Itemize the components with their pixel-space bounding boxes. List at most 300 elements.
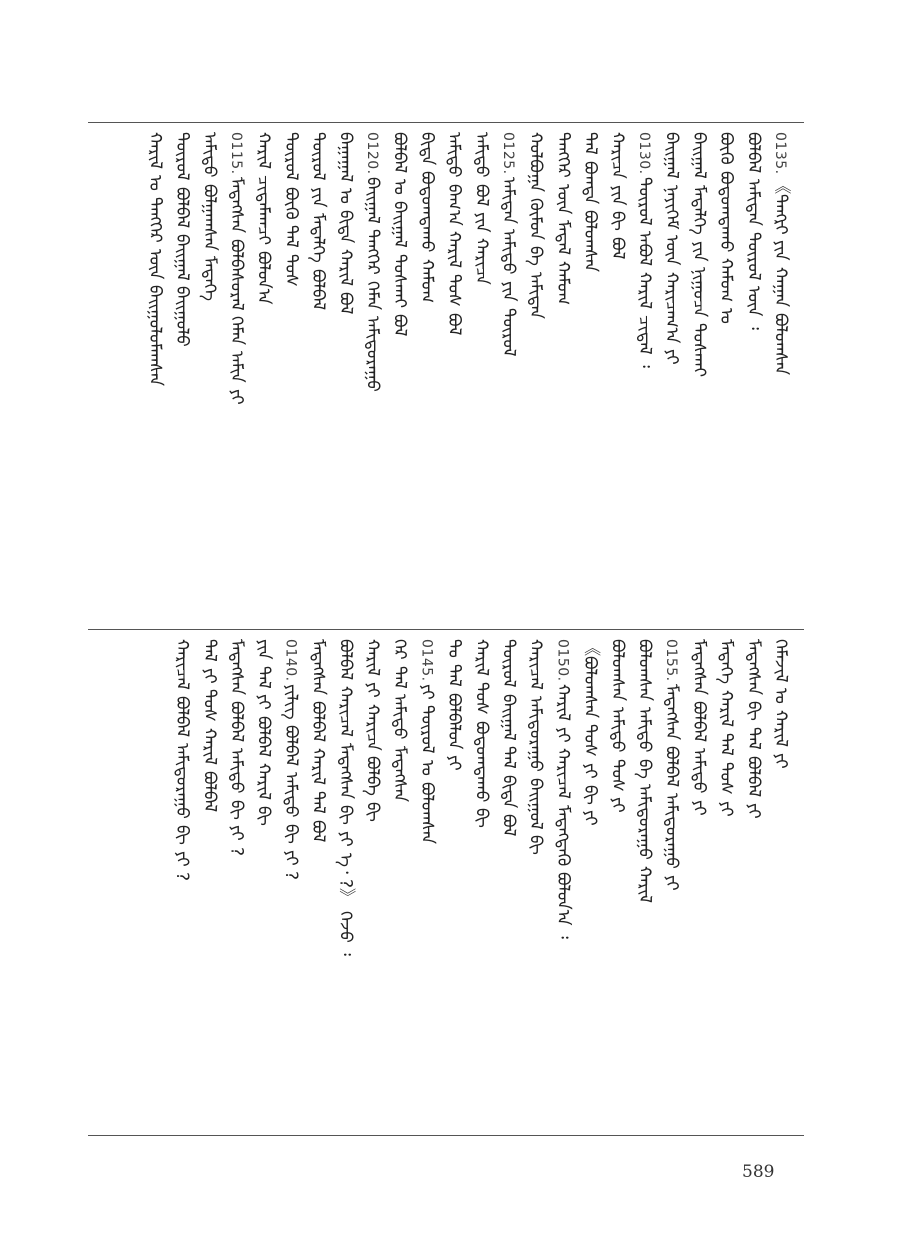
column-words	[471, 132, 492, 286]
text-column	[195, 639, 223, 1129]
word: ᠬᠠᠷᠢᠯ	[634, 866, 655, 904]
word: ᠮᠡᠳᠡᠭᠰᠡᠨ	[661, 683, 682, 740]
text-column	[494, 132, 522, 622]
column-words	[444, 132, 465, 336]
word: ᠤ	[416, 759, 437, 776]
word: ᠶᠢ	[416, 683, 437, 700]
word: ᠮᠡᠳᠡᠭᠰᠡᠨ	[743, 639, 764, 696]
text-column	[712, 639, 740, 1129]
column-words	[527, 132, 544, 319]
word: ᠮᠡᠳᠡᠯᠭᠡ	[688, 184, 709, 235]
word: ᠲᠤᠰ	[580, 724, 601, 757]
column-words	[607, 639, 628, 814]
word: ᠲᠦᠷᠦᠯ	[498, 639, 519, 688]
text-column	[657, 132, 685, 622]
text-column	[412, 132, 440, 622]
column-words	[663, 684, 680, 891]
word: ᠪᠣᠯᠪᠠᠰᠤᠷᠠᠯ	[226, 238, 247, 311]
word: 《ᠪᠣᠯᠤᠭᠰᠠᠨ	[580, 639, 601, 719]
column-words	[335, 639, 356, 957]
word: ᠲᠠᠯ	[743, 726, 764, 750]
word: ᠬᠠᠷᠢᠯ	[634, 272, 655, 310]
word: ᠪᠠᠢᠭᠠᠯ	[362, 176, 383, 224]
text-column	[276, 132, 304, 622]
word: ᠶᠢ	[444, 755, 465, 771]
word: ᠠᠮᠢᠲᠠᠨ	[743, 179, 764, 226]
word: ᠲᠤᠰ	[471, 682, 492, 715]
word: ᠠᠮᠢᠳᠤᠷᠠᠭᠤ	[634, 784, 655, 861]
column-words	[308, 639, 329, 843]
column-words	[743, 132, 764, 330]
column-words	[255, 132, 272, 305]
word: ᠬᠠᠷᠢᠯ	[716, 689, 737, 727]
text-column	[168, 639, 196, 1129]
word: ᠶᠢᠨ	[308, 186, 329, 208]
column-words	[199, 639, 220, 813]
word: ᠬᠠᠷᠢᠯ	[144, 132, 165, 170]
word: ᠬᠠᠷᠢᠯ	[552, 683, 573, 721]
text-column	[358, 639, 386, 1129]
word: ᠪᠣᠯᠪᠠᠯ	[743, 755, 764, 797]
word: ᠬᠠᠷᠢᠴᠠᠭ᠎ᠠ	[661, 271, 682, 344]
word: ᠬᠠᠷᠢᠯ	[199, 728, 220, 766]
word: ᠠᠮᠢᠲᠠᠨ	[525, 271, 546, 319]
word: ᠤ	[770, 688, 791, 705]
word: ᠶᠢ	[688, 799, 709, 816]
column-words	[391, 132, 408, 336]
word: ᠪᠣᠯᠪᠠᠯ	[389, 132, 410, 174]
word: ᠮᠡᠳᠡᠯᠭᠡ	[308, 213, 329, 263]
column-words	[772, 177, 789, 375]
word: ᠶᠢ	[661, 874, 682, 891]
text-column	[222, 132, 250, 622]
word: ᠪᠢ	[226, 799, 247, 820]
word: ᠪᠠᠭ᠎ᠠ	[444, 183, 465, 226]
word: ᠶᠢ	[253, 694, 274, 710]
word: ᠪᠣᠯᠪᠠᠯᠤᠨ	[444, 692, 465, 750]
text-column	[603, 639, 631, 1129]
word: ᠮᠡᠳᠡᠭᠰᠡᠨ	[308, 639, 329, 696]
word: ᠠᠮᠢᠳᠤ	[634, 707, 655, 753]
word: ᠲᠤᠰ	[444, 274, 465, 308]
word: ᠪᠢ	[280, 823, 301, 844]
column-words	[228, 639, 245, 856]
text-column	[521, 639, 549, 1129]
text-column	[140, 132, 168, 622]
text-column	[739, 132, 767, 622]
column-words	[391, 639, 408, 802]
word: ᠄	[552, 931, 573, 939]
word: ᠠᠮᠢᠨ	[226, 351, 247, 383]
word: ᠠᠮᠢᠳᠤ	[688, 748, 709, 794]
word: ᠬᠠᠭᠠᠨ	[770, 266, 791, 307]
word: ᠴᠢᠳᠠᠮᠠᠭᠴᠢ	[253, 175, 274, 246]
word: ᠶᠢ	[362, 682, 383, 698]
word: ᠪᠣᠯᠭᠠᠭᠰᠠᠨ	[199, 183, 220, 251]
word: ?	[172, 872, 193, 882]
text-column	[331, 132, 359, 622]
word: ᠤ	[389, 179, 410, 195]
word: ᠶᠢ	[580, 810, 601, 827]
word: ᠪᠣᠯᠪᠠᠯ	[172, 186, 193, 228]
column-words	[308, 132, 329, 311]
word: ᠪᠢᠳᠡ	[416, 132, 437, 166]
word: ᠲᠠᠯ	[498, 746, 519, 770]
word: ᠪᠠ	[525, 245, 546, 266]
column-words	[444, 639, 465, 771]
text-column	[222, 639, 250, 1129]
word: ᠬᠠᠷᠢᠯ	[362, 639, 383, 677]
word: ᠬᠡᠮᠡᠨ	[226, 316, 247, 346]
word: ᠶᠢ	[552, 726, 573, 743]
column-words	[418, 684, 435, 844]
text-column	[467, 639, 495, 1129]
word: ᠮᠡᠳᠡᠭᠡ	[199, 256, 220, 302]
word: ᠪᠣᠯᠤᠨ᠎ᠠ	[552, 872, 573, 926]
word: ᠄	[634, 360, 655, 368]
word: ᠲᠤᠰ	[199, 689, 220, 723]
word: ᠮᠡᠳᠡᠭᠰᠡᠨ	[226, 176, 247, 233]
word: ᠬᠠᠷᠢᠯ	[308, 748, 329, 786]
text-column	[712, 132, 740, 622]
word: ᠄	[335, 949, 356, 957]
column-words	[690, 132, 707, 377]
word: ᠬᠠᠮᠤᠭ	[552, 261, 573, 306]
word: ᠠᠮᠢᠳᠤ	[607, 707, 628, 753]
word: ᠪᠠᠢᠭᠠᠯ	[688, 132, 709, 179]
text-column	[603, 132, 631, 622]
text-column	[766, 639, 794, 1129]
word: ᠲᠠᠯ	[308, 791, 329, 814]
word: ᠪᠢᠳᠡ	[335, 210, 356, 244]
word: ᠪᠠᠭᠠᠭᠠᠯ	[335, 132, 356, 183]
middle-rule	[88, 629, 804, 630]
word: ᠶᠢ	[226, 825, 247, 842]
word: ᠪᠣᠯᠤᠭᠰᠠᠨ	[770, 312, 791, 375]
text-column	[304, 639, 332, 1129]
column-words	[690, 639, 707, 815]
text-column	[168, 132, 196, 622]
word: ᠬᠠᠮᠤᠭ	[416, 258, 437, 303]
word: ᠲᠦᠷᠦᠯ	[416, 705, 437, 754]
text-column	[684, 639, 712, 1129]
word: ᠲᠦᠷᠦᠯ	[634, 176, 655, 226]
line-number: 0125.	[500, 132, 516, 175]
text-column	[440, 639, 468, 1129]
lower-text-block	[88, 639, 804, 1129]
line-number: 0145.	[418, 639, 435, 682]
word: ᠪᠣᠯ	[389, 313, 410, 337]
word: ᠮᠡᠳᠡᠭᠰᠡᠨ	[688, 639, 709, 696]
word: ᠮᠡᠳᠡᠭᠳᠡᠬᠦ	[552, 805, 573, 867]
word: ᠬᠠᠷᠢᠴᠠ	[471, 238, 492, 286]
word: ᠪᠣᠯ	[444, 313, 465, 336]
column-words	[636, 639, 653, 903]
word: ᠪᠣᠳᠣᠭᠳᠠᠬᠤ	[716, 170, 737, 253]
text-column	[276, 639, 304, 1129]
word: ᠪᠢ	[335, 804, 356, 825]
word: ᠶᠢ	[580, 762, 601, 779]
column-words	[554, 684, 571, 939]
word: ᠶᠢ	[226, 388, 247, 405]
word: ᠲᠦᠷᠦᠯ	[308, 132, 329, 181]
word: ᠬᠠᠷᠢᠴᠠ	[362, 703, 383, 751]
word: ᠪᠣᠯᠪᠠᠯ	[172, 695, 193, 737]
word: ᠪᠢᠳᠡ	[498, 775, 519, 809]
text-column	[467, 132, 495, 622]
word: ᠦᠨ	[661, 235, 682, 266]
word: ᠪᠣᠯᠪᠠᠯ	[308, 701, 329, 743]
word: ᠠᠮᠢᠳᠤᠷᠠᠭᠤ	[172, 742, 193, 819]
word: ᠬᠠᠷᠢᠯ	[471, 639, 492, 677]
word: ᠲᠤᠰ	[716, 761, 737, 795]
word: ?》	[335, 879, 356, 906]
word: ᠬᠠᠷᠢᠴᠠᠯ	[335, 686, 356, 737]
word: ᠪᠢ	[580, 784, 601, 805]
word: ᠪᠠ	[634, 758, 655, 779]
word: ᠲᠡᠩᠭᠡᠷ	[362, 229, 383, 276]
word: ᠬᠠᠷᠢᠯ	[770, 710, 791, 748]
column-words	[364, 639, 381, 822]
word: ᠤ	[144, 175, 165, 191]
word: ᠬᠠᠷᠢᠯ	[335, 249, 356, 287]
line-number: 0140.	[282, 639, 299, 682]
word: ᠠᠮᠢᠳᠤ	[498, 229, 519, 275]
word: ᠪᠣᠭᠳᠠ	[580, 160, 601, 204]
text-column	[684, 132, 712, 622]
word: ᠲᠤᠰᠬᠠᠢ	[389, 253, 410, 308]
word: ᠪᠣᠯ	[498, 814, 519, 837]
word: ᠲᠥᠷᠥᠯ	[498, 307, 519, 357]
word: ᠪᠣᠯᠤᠭᠰᠠᠨ	[634, 639, 655, 702]
text-column	[195, 132, 223, 622]
text-column	[304, 132, 332, 622]
line-number: 0115.	[228, 132, 244, 175]
column-words	[580, 132, 601, 272]
word: ᠪᠠᠢᠭᠤᠯᠤ	[172, 286, 193, 348]
word: ᠪᠣᠳᠣᠭᠳᠠᠬᠤ	[416, 171, 437, 253]
word: ᠪᠣᠯ	[308, 819, 329, 843]
word: ᠪᠣᠯᠪᠠᠯ	[280, 725, 301, 767]
word: ᠪᠣᠯᠤᠭᠰᠠᠨ	[607, 639, 628, 702]
column-words	[471, 639, 492, 829]
word: ᠪᠣᠯᠪᠠᠯ	[308, 268, 329, 311]
word: ᠪᠢ	[362, 802, 383, 823]
column-words	[172, 639, 193, 882]
word: ᠡ᠂	[335, 852, 356, 874]
word: 《ᠲᠡᠩᠷᠢ	[770, 176, 791, 235]
column-words	[607, 132, 628, 260]
word: ᠶᠢᠨ	[253, 639, 274, 660]
word: ᠶᠢᠨ	[607, 184, 628, 206]
word: ᠪᠣᠯᠪᠠᠯ	[688, 701, 709, 743]
word: ᠠᠮᠢᠲᠠᠨ	[498, 176, 519, 224]
word: ?	[280, 871, 301, 881]
word: ᠪᠠᠢᠭᠤᠯᠤᠮᠠᠭᠰᠠᠨ	[144, 285, 165, 387]
text-column	[630, 639, 658, 1129]
word: ᠬᠠᠷᠢᠯ	[253, 132, 274, 170]
word: ᠲᠠᠯ	[716, 733, 737, 756]
word: ᠬᠠᠷᠢᠴᠠᠯ	[172, 639, 193, 690]
word: ᠪᠣᠯᠪᠠᠯ	[226, 701, 247, 743]
word: ᠪᠢ	[172, 824, 193, 845]
text-column	[521, 132, 549, 622]
word: ᠪᠣᠯᠤᠭᠰᠠᠨ	[580, 209, 601, 272]
word: ᠮᠡᠳᠡᠭᠰᠡᠨ	[335, 742, 356, 799]
word: ᠪᠢ	[253, 806, 274, 826]
word: ᠪᠣᠯᠤᠭᠰᠠᠨ	[416, 781, 437, 844]
top-rule	[88, 122, 804, 123]
column-words	[554, 132, 571, 305]
line-number: 0120.	[364, 132, 380, 175]
word: ᠪᠣᠯᠪᠠᠯ	[661, 745, 682, 787]
word: ᠦᠨ	[743, 286, 764, 317]
word: ᠲᠡᠩᠭᠡᠷ	[144, 196, 165, 243]
word: ᠭᠡᠵᠦ	[335, 911, 356, 944]
text-column	[331, 639, 359, 1129]
word: ᠨᠡᠶᠢᠭᠡᠮ	[661, 184, 682, 230]
word: ᠪᠣᠯᠤᠨ᠎ᠠ	[253, 251, 274, 305]
word: ᠲᠠᠯ	[280, 225, 301, 249]
word: ᠪᠠᠢᠭᠤᠯ	[525, 777, 546, 830]
word: ᠠᠮᠢᠳᠤ	[471, 132, 492, 178]
word: ᠲᠠᠯ	[389, 665, 410, 689]
word: ᠪᠣᠯᠪᠠᠯ	[199, 771, 220, 813]
word: ᠶᠢ	[770, 753, 791, 770]
word: ᠪᠣᠯᠪᠠ	[362, 756, 383, 797]
text-column	[412, 639, 440, 1129]
word: ᠬᠠᠷᠢᠯ	[253, 763, 274, 801]
text-column	[440, 132, 468, 622]
column-words	[282, 684, 299, 881]
line-number: 0155.	[663, 639, 680, 682]
word: ᠬᠠᠮᠤᠭ	[716, 258, 737, 303]
column-words	[335, 132, 356, 315]
word: ᠶᠢ	[743, 802, 764, 819]
word: ᠦᠨ	[552, 183, 573, 215]
text-column	[576, 132, 604, 622]
column-words	[282, 132, 299, 287]
word: ᠲᠤ	[444, 639, 465, 658]
word: ᠮᠡᠳᠡᠭᠡ	[716, 639, 737, 684]
word: ?	[226, 847, 247, 857]
word: ᠲᠠᠯ	[199, 639, 220, 662]
column-words	[580, 639, 601, 827]
word: ᠲᠡᠩᠭᠡᠷ	[552, 132, 573, 178]
text-column	[576, 639, 604, 1129]
word: ᠶᠢ	[335, 830, 356, 847]
word: ᠪᠦᠬᠦ	[716, 132, 737, 165]
word: ᠲᠠᠯ	[580, 132, 601, 155]
text-column	[739, 639, 767, 1129]
word: ᠶᠢ	[199, 667, 220, 684]
word: ᠲᠤᠰᠬᠠᠢ	[688, 323, 709, 378]
word: ᠶᠢᠨ	[688, 240, 709, 262]
word: ᠬᠠᠷᠢᠴᠠ	[607, 132, 628, 179]
word: ᠶᠢ	[172, 850, 193, 867]
word: ᠶᠢᠨ	[471, 211, 492, 233]
text-column	[249, 132, 277, 622]
word: ᠤ	[716, 308, 737, 325]
word: ᠪᠦᠬᠦ	[280, 186, 301, 220]
word: ᠠᠮᠢᠳᠤ	[226, 748, 247, 794]
word: ᠬᠠᠷᠢᠯ	[444, 231, 465, 269]
column-words	[663, 132, 680, 365]
line-number: 0150.	[554, 639, 571, 682]
word: ᠲᠠᠯ	[253, 665, 274, 689]
column-words	[500, 639, 517, 837]
word: ᠬᠣᠯᠪᠣᠭᠠ	[525, 132, 546, 192]
word: ᠠᠮᠢᠳᠤᠷᠠᠭᠤ	[661, 792, 682, 869]
word: ᠶᠢ	[280, 849, 301, 866]
line-number: 0130.	[636, 132, 652, 175]
word: ᠪᠣᠯ	[471, 183, 492, 206]
word: ᠶᠢ	[607, 797, 628, 814]
word: ᠪᠠᠢᠭᠠᠯ	[661, 132, 682, 179]
word: ᠲᠤᠰ	[280, 254, 301, 287]
word: ᠪᠣᠳᠣᠭᠳᠠᠬᠤ	[471, 720, 492, 803]
word: ᠤ	[335, 188, 356, 205]
word: ᠪᠢ	[525, 835, 546, 856]
word: ᠮᠡᠳᠡᠯ	[552, 220, 573, 256]
column-words	[364, 177, 381, 393]
word: ᠲᠥᠷᠥᠯ	[743, 231, 764, 281]
word: ᠲᠦᠷᠦᠯ	[172, 132, 193, 181]
word: ᠮᠡᠳᠡᠭᠰᠡᠨ	[226, 639, 247, 696]
word: ᠬᠡᠷ	[389, 639, 410, 660]
word: ᠪᠣᠯᠪᠠᠯ	[253, 715, 274, 758]
word: ᠪᠢ	[607, 211, 628, 232]
column-words	[716, 639, 737, 817]
word: ᠪᠢ	[743, 701, 764, 721]
word: ᠬᠡᠮᠡᠨ	[362, 281, 383, 311]
text-column	[385, 639, 413, 1129]
word: ᠪᠣᠯ	[335, 292, 356, 315]
word: ᠲᠠᠯ	[444, 663, 465, 687]
text-column	[657, 639, 685, 1129]
line-number: 0135.	[772, 132, 788, 175]
word: ᠪᠠᠢᠭᠠᠯ	[389, 200, 410, 248]
column-words	[527, 639, 544, 855]
text-column	[494, 639, 522, 1129]
word: ᠨᠢᠭᠤᠴᠠ	[688, 267, 709, 318]
word: ᠠᠮᠢᠳᠤ	[389, 694, 410, 740]
word: ᠮᠡᠳᠡᠭᠰᠡᠨ	[389, 745, 410, 802]
word: ᠶᠢᠨ	[498, 280, 519, 302]
word: ᠬᠠᠷᠢᠴᠠᠯ	[552, 748, 573, 800]
column-words	[228, 177, 245, 405]
text-column	[630, 132, 658, 622]
word: ᠶᠢ	[661, 349, 682, 365]
text-column	[358, 132, 386, 622]
column-words	[716, 132, 737, 325]
word: ᠠᠪᠤᠯ	[634, 231, 655, 267]
word: ᠠᠮᠢᠳᠤᠷᠠᠭᠤ	[525, 695, 546, 772]
upper-text-block	[88, 132, 804, 622]
column-words	[255, 639, 272, 826]
word: ᠬᠠᠷᠢᠴᠠᠯ	[525, 639, 546, 690]
word: ᠠᠮᠢᠳᠤᠷᠠᠭᠤ	[362, 316, 383, 393]
column-words	[146, 132, 163, 386]
word: ᠴᠢᠳᠠᠯ	[634, 315, 655, 355]
text-column	[548, 639, 576, 1129]
word: ᠄	[743, 322, 764, 330]
bottom-rule	[88, 1135, 804, 1136]
word: ᠲᠦᠷᠦᠯ	[280, 132, 301, 181]
text-column	[385, 132, 413, 622]
word: ᠬᠡᠮᠡᠵᠢᠯ	[770, 639, 791, 683]
column-words	[772, 639, 789, 769]
